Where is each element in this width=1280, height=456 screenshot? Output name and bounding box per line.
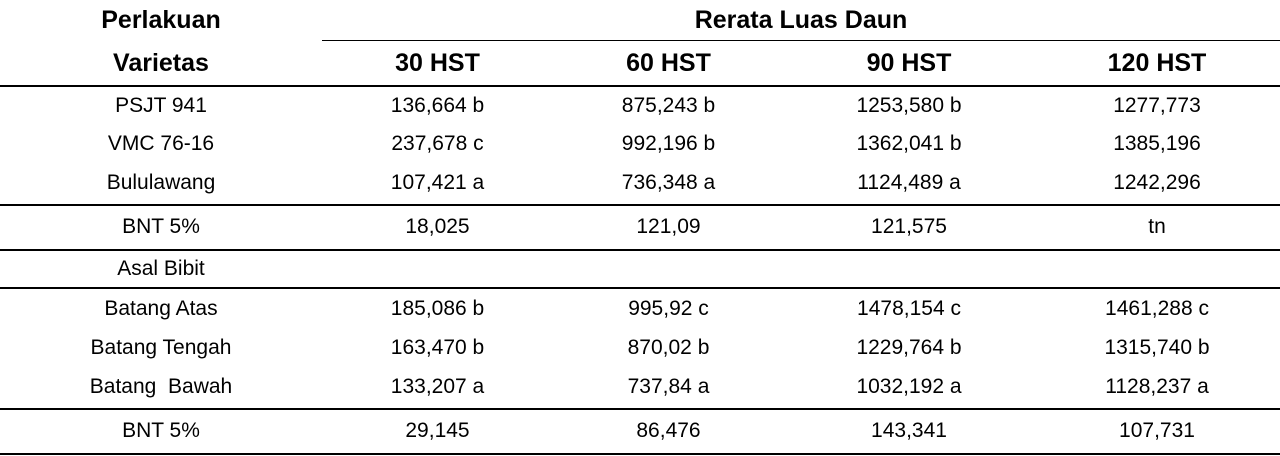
cell-30: 237,678 c <box>391 132 484 155</box>
section-label-row <box>0 251 1280 287</box>
cell-90: 1362,041 b <box>856 132 962 155</box>
cell-60: 737,84 a <box>627 375 710 398</box>
cell-120: 1242,296 <box>1113 171 1201 194</box>
header-col-90: 90 HST <box>866 48 952 77</box>
table-row <box>0 329 1280 367</box>
cell-90: 1478,154 c <box>857 297 961 320</box>
cell-60: 121,09 <box>636 215 701 238</box>
cell-60: 995,92 c <box>628 297 709 320</box>
cell-120: 1461,288 c <box>1105 297 1209 320</box>
bnt-row-varietas <box>0 206 1280 248</box>
row-label: Batang Tengah <box>90 336 232 359</box>
table-row <box>0 367 1280 407</box>
row-label: Bululawang <box>106 171 216 194</box>
table-row <box>0 87 1280 125</box>
cell-120: 1385,196 <box>1113 132 1201 155</box>
cell-90: 1229,764 b <box>856 336 962 359</box>
header-rerata-luas-daun: Rerata Luas Daun <box>694 5 908 34</box>
header-perlakuan: Perlakuan <box>101 5 221 34</box>
cell-120: 1315,740 b <box>1104 336 1210 359</box>
cell-90: 121,575 <box>871 215 947 238</box>
table-row <box>0 163 1280 203</box>
cell-90: 1253,580 b <box>856 94 962 117</box>
table-bottom-rule <box>0 453 1280 455</box>
row-label: PSJT 941 <box>115 94 207 117</box>
header-col-60: 60 HST <box>626 48 711 77</box>
row-label: BNT 5% <box>122 419 200 442</box>
cell-30: 185,086 b <box>390 297 485 320</box>
cell-90: 143,341 <box>871 419 947 442</box>
cell-120: 1128,237 a <box>1105 375 1209 398</box>
cell-60: 870,02 b <box>627 336 710 359</box>
cell-30: 29,145 <box>405 419 470 442</box>
cell-120: tn <box>1148 215 1166 238</box>
header-row-group <box>0 0 1280 40</box>
cell-120: 1277,773 <box>1113 94 1201 117</box>
header-divider <box>322 40 1280 41</box>
cell-90: 1124,489 a <box>857 171 961 194</box>
cell-60: 875,243 b <box>621 94 716 117</box>
cell-30: 107,421 a <box>390 171 485 194</box>
header-varietas: Varietas <box>113 48 209 77</box>
header-row-columns <box>0 42 1280 84</box>
cell-90: 1032,192 a <box>856 375 962 398</box>
row-label: Batang Atas <box>104 297 218 320</box>
row-label: Batang Bawah <box>89 375 233 398</box>
cell-30: 18,025 <box>405 215 470 238</box>
cell-60: 992,196 b <box>621 132 716 155</box>
bnt-row-asal-bibit <box>0 410 1280 452</box>
row-label: VMC 76-16 <box>107 132 215 155</box>
header-col-30: 30 HST <box>395 48 480 77</box>
cell-60: 86,476 <box>636 419 701 442</box>
table-row <box>0 289 1280 329</box>
cell-120: 107,731 <box>1119 419 1195 442</box>
header-col-120: 120 HST <box>1107 48 1207 77</box>
table-row <box>0 125 1280 163</box>
cell-30: 163,470 b <box>390 336 485 359</box>
section-label-asal-bibit: Asal Bibit <box>117 257 205 280</box>
cell-30: 136,664 b <box>390 94 485 117</box>
cell-30: 133,207 a <box>390 375 485 398</box>
cell-60: 736,348 a <box>621 171 716 194</box>
row-label: BNT 5% <box>122 215 200 238</box>
